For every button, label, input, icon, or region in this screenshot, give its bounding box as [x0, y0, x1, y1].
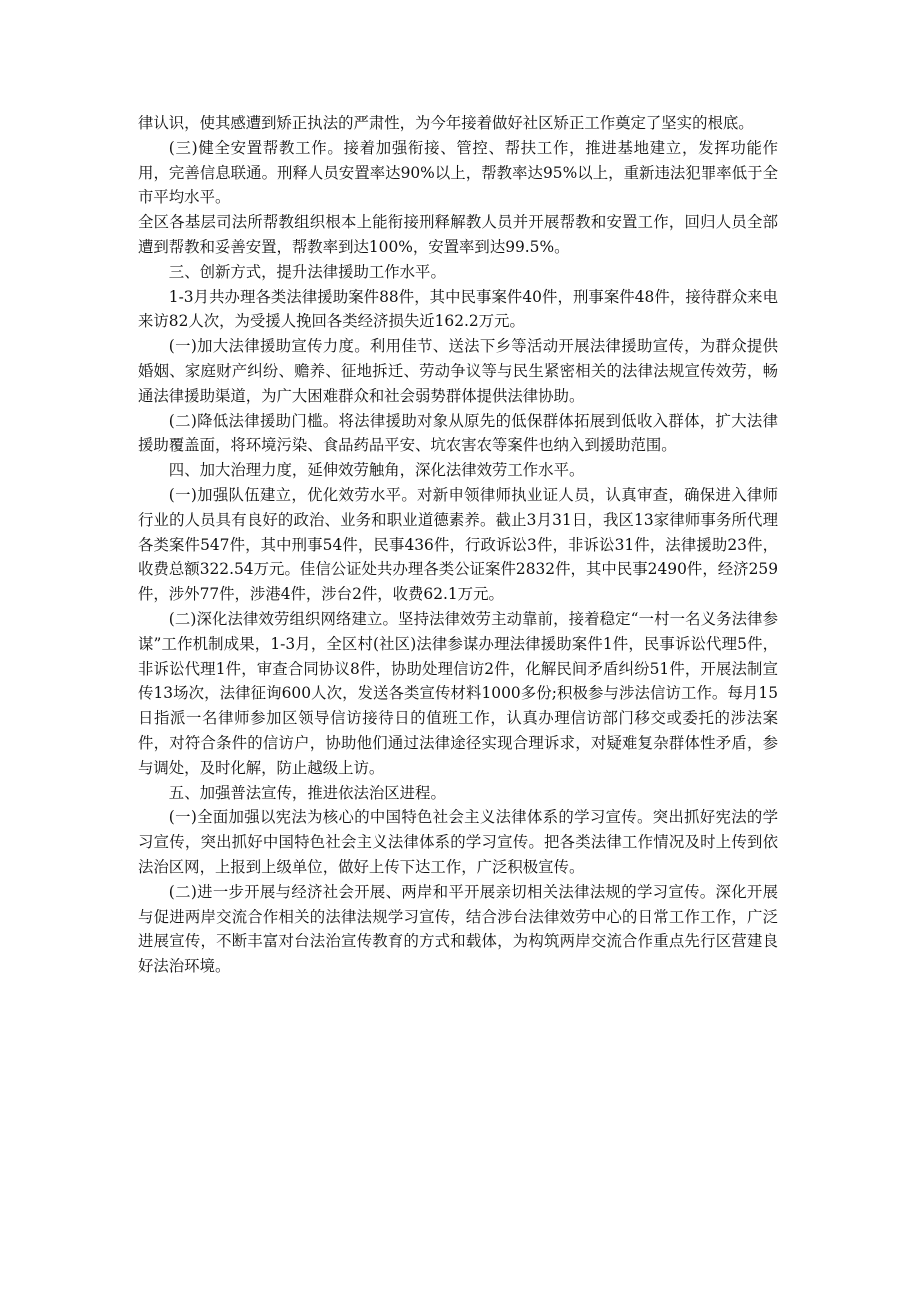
paragraph-legal-aid-publicity: (一)加大法律援助宣传力度。利用佳节、送法下乡等活动开展法律援助宣传，为群众提供婚姻、家庭财产纠纷、赡养、征地拆迁、劳动争议等与民生紧密相关的法律法规宣传效劳，畅通法律援助渠道，为广大困难群众和社会弱势群体提供法律协助。	[138, 337, 778, 405]
paragraph-correction-conclusion: 律认识，使其感遭到矫正执法的严肃性，为今年接着做好社区矫正工作奠定了坚实的根底。	[138, 114, 754, 132]
section-heading-legal-service: 四、加大治理力度，延伸效劳触角，深化法律效劳工作水平。	[168, 461, 585, 480]
paragraph-resettlement-rates: 全区各基层司法所帮教组织根本上能衔接刑释解教人员并开展帮教和安置工作，回归人员全部遭到帮教和妥善安置，帮教率到达100%，安置率到达99.5%。	[138, 213, 778, 256]
paragraph-legal-aid-threshold: (二)降低法律援助门槛。将法律援助对象从原先的低保群体拓展到低收入群体，扩大法律援助覆盖面，将环境污染、食品药品平安、坑农害农等案件也纳入到援助范围。	[138, 411, 778, 455]
paragraph-resettlement-work: (三)健全安置帮教工作。接着加强衔接、管控、帮扶工作，推进基地建立，发挥功能作用，完善信息联通。刑释人员安置率达90%以上，帮教率达95%以上，重新违法犯罪率低于全市平均水平。	[138, 138, 778, 207]
section-heading-law-publicity: 五、加强普法宣传，推进依法治区进程。	[168, 783, 446, 802]
section-heading-legal-aid: 三、创新方式，提升法律援助工作水平。	[168, 262, 446, 281]
paragraph-team-building: (一)加强队伍建立，优化效劳水平。对新申领律师执业证人员，认真审查，确保进入律师行业的人员具有良好的政治、业务和职业道德素养。截止3月31日，我区13家律师事务所代理各类案件547件，其中刑事54件，民事436件，行政诉讼3件，非诉讼31件，法律援助23件，收费总额322.54万元。佳信公证处共办理各类公证案件2832件，其中民事2490件，经济259件，涉外77件，涉港4件，涉台2件，收费62.1万元。	[138, 485, 778, 604]
paragraph-constitution-study: (一)全面加强以宪法为核心的中国特色社会主义法律体系的学习宣传。突出抓好宪法的学习宣传，突出抓好中国特色社会主义法律体系的学习宣传。把各类法律工作情况及时上传到依法治区网，上报到上级单位，做好上传下达工作，广泛积极宣传。	[138, 808, 778, 876]
paragraph-service-network: (二)深化法律效劳组织网络建立。坚持法律效劳主动靠前，接着稳定“一村一名义务法律参谋”工作机制成果，1-3月，全区村(社区)法律参谋办理法律援助案件1件，民事诉讼代理5件，非诉讼代理1件，审查合同协议8件，协助处理信访2件，化解民间矛盾纠纷51件，开展法制宣传13场次，法律征询600人次，发送各类宣传材料1000多份;积极参与涉法信访工作。每月15日指派一名律师参加区领导信访接待日的值班工作，认真办理信访部门移交或委托的涉法案件，对符合条件的信访户，协助他们通过法律途径实现合理诉求，对疑难复杂群体性矛盾，参与调处，及时化解，防止越级上访。	[138, 609, 778, 777]
paragraph-legal-aid-stats: 1-3月共办理各类法律援助案件88件，其中民事案件40件，刑事案件48件，接待群众来电来访82人次，为受援人挽回各类经济损失近162.2万元。	[138, 287, 778, 331]
paragraph-cross-strait-laws: (二)进一步开展与经济社会开展、两岸和平开展亲切相关法律法规的学习宣传。深化开展与促进两岸交流合作相关的法律法规学习宣传，结合涉台法律效劳中心的日常工作工作，广泛进展宣传，不断丰富对台法治宣传教育的方式和载体，为构筑两岸交流合作重点先行区营建良好法治环境。	[138, 882, 778, 976]
document-page	[138, 111, 778, 979]
